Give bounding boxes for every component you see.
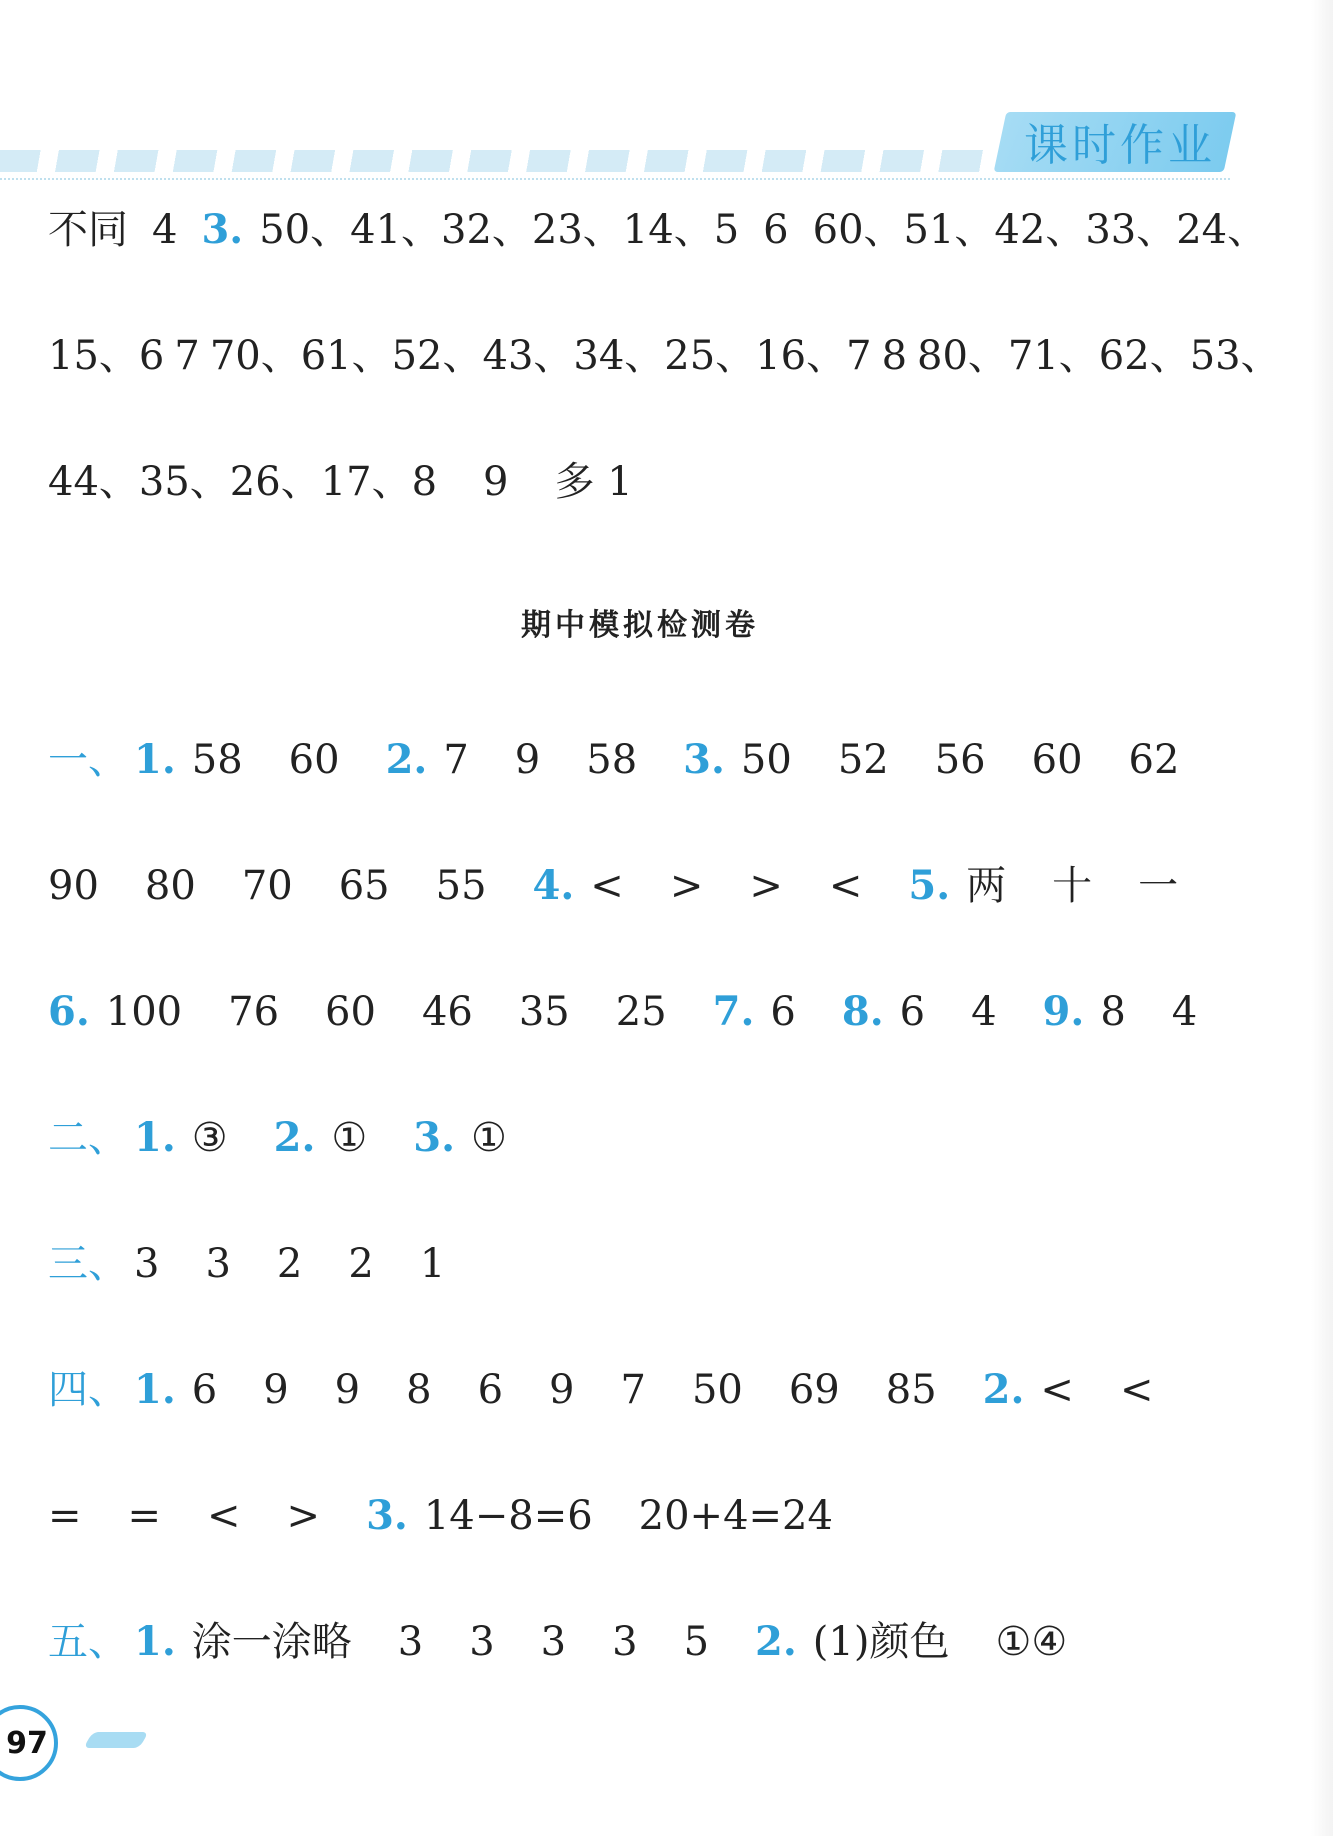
answer-value: 70、61、52、43、34、25、16、7 <box>209 333 872 379</box>
answer-value: 69 <box>788 1367 840 1413</box>
footer-swoosh <box>83 1732 148 1748</box>
answer-value: 7 <box>174 333 200 379</box>
answer-value: 2 <box>348 1241 374 1287</box>
answer-value: < <box>828 863 863 909</box>
answer-value: 52 <box>837 737 889 783</box>
answer-value: 85 <box>885 1367 937 1413</box>
answer-value: 多 1 <box>554 459 633 505</box>
answer-value: < <box>590 863 624 909</box>
answer-value: 7 <box>620 1367 646 1413</box>
answer-value: < <box>207 1493 241 1539</box>
section-title: 期中模拟检测卷 <box>521 608 759 643</box>
answer-value: 6 <box>191 1367 218 1413</box>
answer-row-1 <box>48 730 1225 790</box>
question-number: 2. <box>273 1114 316 1161</box>
answer-value: 60 <box>1031 737 1083 783</box>
answer-value: 60 <box>288 737 340 783</box>
section-marker: 五、 <box>48 1619 128 1665</box>
answer-value: 70 <box>241 863 293 909</box>
answer-value: 8 <box>881 333 908 379</box>
page-edge-shadow <box>1311 0 1333 1836</box>
question-number: 1. <box>134 1618 176 1665</box>
answer-value: ①④ <box>995 1619 1068 1665</box>
answer-value: 6 <box>770 989 796 1035</box>
brand-title: 课时作业 <box>1024 120 1216 171</box>
answer-value: 35 <box>518 989 570 1035</box>
answer-value: 44、35、26、17、8 <box>48 459 438 505</box>
answer-value: 65 <box>338 863 390 909</box>
answer-value: ① <box>331 1115 368 1161</box>
question-number: 2. <box>755 1618 797 1665</box>
answer-value: = <box>48 1493 82 1539</box>
answer-value: 100 <box>105 989 183 1035</box>
answer-value: 4 <box>152 207 178 253</box>
answer-value: 9 <box>263 1367 289 1413</box>
answer-value: 56 <box>934 737 986 783</box>
answer-value: 46 <box>421 989 473 1035</box>
answer-value: 4 <box>1171 989 1198 1035</box>
question-number: 2. <box>982 1366 1025 1413</box>
answer-value: 58 <box>191 737 243 783</box>
answer-line-3 <box>48 452 679 512</box>
question-number: 8. <box>841 988 884 1035</box>
answer-value: 5 <box>683 1619 710 1665</box>
answer-value: > <box>669 863 704 909</box>
question-number: 7. <box>712 988 755 1035</box>
section-marker: 二、 <box>48 1115 128 1161</box>
answer-value: 80、71、62、53、 <box>917 333 1281 379</box>
answer-value: ① <box>471 1115 507 1161</box>
question-number: 5. <box>908 862 951 909</box>
answer-value: ③ <box>191 1115 228 1161</box>
answer-value: 2 <box>276 1241 303 1287</box>
answer-value: 9 <box>514 737 541 783</box>
section-marker: 三、 <box>48 1241 128 1287</box>
answer-value: 50 <box>740 737 792 783</box>
answer-value: 58 <box>586 737 638 783</box>
answer-value: 6 <box>477 1367 504 1413</box>
answer-row-2 <box>48 856 1224 916</box>
header-divider <box>0 178 1230 180</box>
answer-value: 60 <box>325 989 376 1035</box>
question-number: 3. <box>201 206 244 253</box>
answer-value: 6 <box>763 207 789 253</box>
answer-value: 7 <box>443 737 469 783</box>
answer-row-6 <box>48 1360 1199 1420</box>
question-number: 9. <box>1042 988 1085 1035</box>
answer-value: 90 <box>48 863 99 909</box>
question-number: 4. <box>532 862 575 909</box>
question-number: 3. <box>413 1114 456 1161</box>
answer-value: 60、51、42、33、24、 <box>812 207 1268 253</box>
answer-value: 80 <box>144 863 196 909</box>
answer-row-7 <box>48 1486 879 1546</box>
answer-value: 15、6 <box>48 333 165 379</box>
answer-value: > <box>749 863 783 909</box>
answer-value: 3 <box>134 1241 160 1287</box>
answer-value: < <box>1119 1367 1154 1413</box>
answer-value: 3 <box>205 1241 231 1287</box>
question-number: 2. <box>385 736 428 783</box>
question-number: 3. <box>683 736 725 783</box>
answer-value: 3 <box>612 1619 638 1665</box>
answer-value: 3 <box>540 1619 567 1665</box>
answer-value: 不同 <box>48 207 128 253</box>
answer-row-5 <box>48 1234 491 1294</box>
answer-value: 6 <box>899 989 926 1035</box>
answer-value: 3 <box>469 1619 495 1665</box>
answer-value: 50 <box>691 1367 743 1413</box>
page-number-badge: 97 <box>0 1705 58 1781</box>
answer-value: 20+4=24 <box>638 1493 833 1539</box>
answer-value: 4 <box>971 989 997 1035</box>
answer-value: 55 <box>435 863 487 909</box>
answer-value: 1 <box>419 1241 446 1287</box>
question-number: 1. <box>134 736 176 783</box>
answer-value: 8 <box>406 1367 432 1413</box>
answer-value: 9 <box>483 459 509 505</box>
answer-value: > <box>286 1493 321 1539</box>
answer-value: = <box>127 1493 162 1539</box>
answer-row-3 <box>48 982 1243 1042</box>
answer-value: 9 <box>549 1367 575 1413</box>
question-number: 1. <box>134 1114 176 1161</box>
answer-value: 14−8=6 <box>423 1493 593 1539</box>
answer-line-1 <box>48 200 1291 260</box>
section-marker: 一、 <box>48 737 128 783</box>
answer-value: 62 <box>1128 737 1180 783</box>
answer-value: 8 <box>1100 989 1126 1035</box>
answer-value: 25 <box>615 989 667 1035</box>
answer-value: 两 <box>966 863 1007 909</box>
answer-value: 涂一涂略 <box>191 1619 352 1665</box>
answer-line-2 <box>48 326 1291 386</box>
section-marker: 四、 <box>48 1367 128 1413</box>
question-number: 6. <box>48 988 90 1035</box>
answer-value: 3 <box>397 1619 424 1665</box>
answer-row-8 <box>48 1612 1113 1672</box>
question-number: 1. <box>134 1366 176 1413</box>
answer-value: 76 <box>228 989 280 1035</box>
question-number: 3. <box>366 1492 408 1539</box>
answer-value: 50、41、32、23、14、5 <box>259 207 740 253</box>
answer-value: 十 <box>1052 863 1093 909</box>
answer-value: < <box>1040 1367 1074 1413</box>
answer-row-4 <box>48 1108 553 1168</box>
answer-value: 9 <box>334 1367 361 1413</box>
header-band <box>0 150 1000 172</box>
answer-value: (1)颜色 <box>812 1619 950 1665</box>
answer-value: 一 <box>1138 863 1179 909</box>
